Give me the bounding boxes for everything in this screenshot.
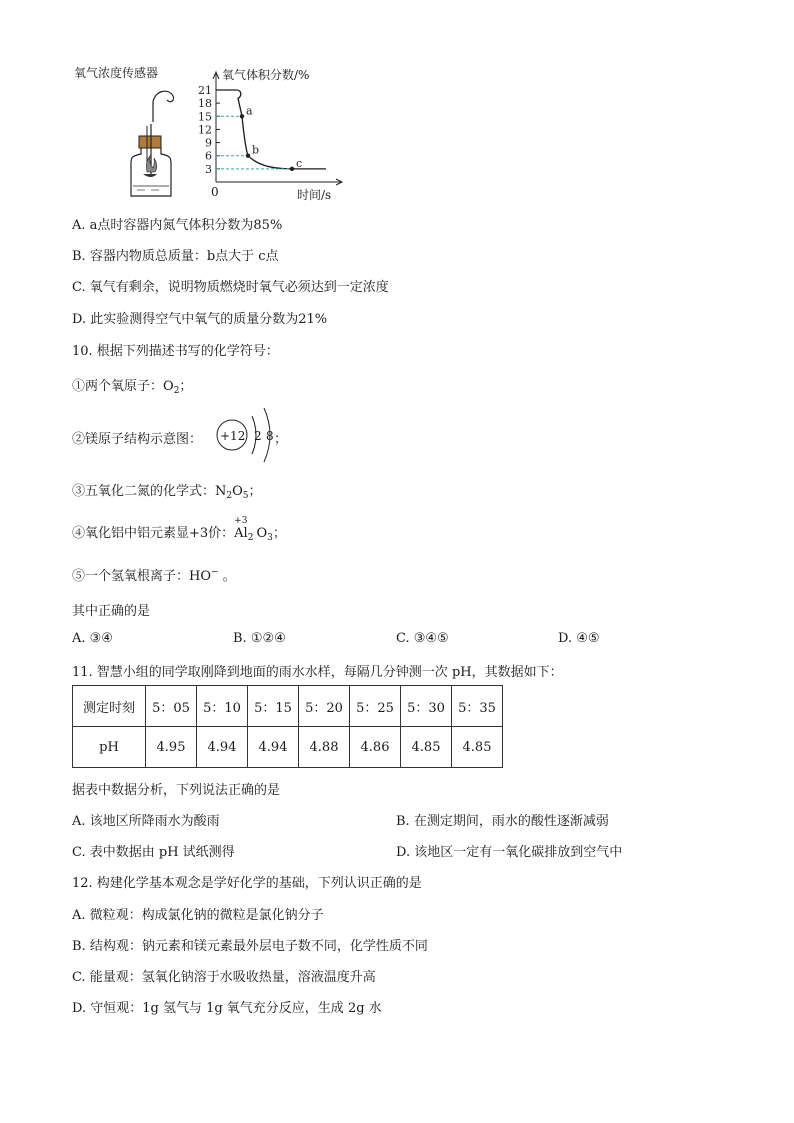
mg-shell-1: 2 — [254, 429, 262, 443]
formula-sub: 2 — [173, 386, 180, 396]
valence-mark: +3 — [234, 516, 248, 526]
chart-xlabel: 时间/s — [297, 188, 332, 202]
y-tick-label: 9 — [205, 136, 212, 150]
q11-option-c: C. 表中数据由 pH 试纸测得 — [72, 845, 235, 860]
point-label-a: a — [246, 104, 253, 118]
q11-option-b: B. 在测定期间，雨水的酸性逐渐减弱 — [396, 814, 609, 829]
q9-option-b: B. 容器内物质总质量：b点大于 c点 — [72, 249, 279, 264]
table-cell: 4.85 — [452, 727, 503, 768]
q10-item-5 — [72, 565, 236, 584]
table-cell: 4.94 — [248, 727, 299, 768]
ph-table — [72, 685, 503, 768]
chart-ylabel: 氧气体积分数/% — [222, 68, 310, 82]
q12-option-c: C. 能量观：氢氧化钠溶于水吸收热量，溶液温度升高 — [72, 970, 376, 985]
table-row — [73, 727, 503, 768]
formula-sub: 5 — [242, 491, 249, 501]
q10-item-4-label: ④氧化铝中铝元素显+3价： — [72, 526, 235, 541]
q12-option-a: A. 微粒观：构成氯化钠的微粒是氯化钠分子 — [72, 908, 324, 923]
q10-item-1-end: ； — [179, 379, 193, 394]
apparatus-figure — [125, 82, 185, 202]
chart-origin: 0 — [211, 185, 219, 199]
point-b — [246, 154, 250, 158]
q10-item-3-formula — [215, 484, 249, 499]
table-cell: 4.86 — [350, 727, 401, 768]
formula-sub: 3 — [267, 533, 273, 543]
q10-item-1-label: ①两个氧原子： — [72, 379, 164, 394]
formula-ho: HO — [189, 569, 212, 584]
q11-option-a: A. 该地区所降雨水为酸雨 — [72, 814, 220, 829]
q10-item-2-label: ②镁原子结构示意图： — [72, 432, 203, 447]
charge-mark: − — [211, 567, 219, 578]
y-tick-label: 3 — [205, 162, 212, 176]
q11-prompt: 据表中数据分析，下列说法正确的是 — [72, 783, 281, 798]
formula-al: Al — [234, 526, 248, 541]
table-cell: 4.88 — [299, 727, 350, 768]
q11-option-d: D. 该地区一定有一氧化碳排放到空气中 — [396, 845, 623, 860]
q10-option-c: C. ③④⑤ — [396, 631, 449, 646]
y-tick-label: 12 — [198, 123, 212, 137]
q10-item-4 — [72, 516, 286, 543]
formula-o: O — [232, 484, 243, 499]
q10-item-3-label: ③五氧化二氮的化学式： — [72, 484, 216, 499]
mg-nucleus: +12 — [220, 429, 246, 443]
table-cell: 5：05 — [146, 686, 197, 727]
q12-stem: 12. 构建化学基本观念是学好化学的基础，下列认识正确的是 — [72, 876, 422, 891]
y-tick-label: 21 — [198, 84, 212, 97]
sensor-label: 氧气浓度传感器 — [74, 66, 159, 80]
table-cell: 5：25 — [350, 686, 401, 727]
table-cell: 5：35 — [452, 686, 503, 727]
q10-option-d: D. ④⑤ — [558, 631, 600, 646]
mg-shell-2: 8 — [266, 429, 274, 443]
formula-sub: 2 — [247, 533, 254, 543]
formula-n: N — [215, 484, 227, 499]
q10-option-a: A. ③④ — [72, 631, 113, 646]
q10-item-1-formula — [163, 379, 179, 394]
table-cell: 4.85 — [401, 727, 452, 768]
q10-stem: 10. 根据下列描述书写的化学符号： — [72, 344, 279, 359]
point-a — [240, 114, 244, 118]
oxygen-chart — [190, 70, 350, 190]
q10-item-1 — [72, 375, 192, 396]
point-c — [290, 167, 294, 171]
formula-o: O — [163, 379, 174, 394]
y-tick-label: 15 — [198, 110, 212, 124]
q9-option-c: C. 氧气有剩余，说明物质燃烧时氧气必须达到一定浓度 — [72, 280, 389, 295]
table-cell: 5：30 — [401, 686, 452, 727]
q10-item-2-end: ； — [274, 432, 288, 447]
q10-item-5-label: ⑤一个氢氧根离子： — [72, 569, 190, 584]
q10-item-3 — [72, 480, 262, 501]
q10-item-4-formula — [234, 516, 273, 543]
y-tick-label: 18 — [198, 97, 212, 111]
point-label-b: b — [252, 143, 260, 157]
q10-item-5-end: 。 — [222, 569, 236, 584]
table-cell: 5：15 — [248, 686, 299, 727]
oxygen-curve — [216, 90, 326, 169]
q9-option-a: A. a点时容器内氮气体积分数为85% — [72, 218, 283, 233]
formula-sub: 2 — [226, 491, 233, 501]
table-header-ph: pH — [73, 727, 146, 768]
q11-stem: 11. 智慧小组的同学取刚降到地面的雨水水样，每隔几分钟测一次 pH，其数据如下： — [72, 665, 563, 680]
q12-option-d: D. 守恒观：1g 氢气与 1g 氧气充分反应，生成 2g 水 — [72, 1001, 382, 1016]
y-tick-label: 6 — [205, 149, 212, 163]
table-cell: 5：10 — [197, 686, 248, 727]
formula-o: O — [256, 526, 268, 541]
table-cell: 4.94 — [197, 727, 248, 768]
point-label-c: c — [296, 156, 303, 170]
q10-item-4-end: ； — [272, 526, 286, 541]
q10-prompt: 其中正确的是 — [72, 604, 151, 619]
q9-option-d: D. 此实验测得空气中氧气的质量分数为21% — [72, 312, 328, 327]
table-cell: 4.95 — [146, 727, 197, 768]
q10-item-3-end: ； — [248, 484, 262, 499]
table-cell: 5：20 — [299, 686, 350, 727]
q12-option-b: B. 结构观：钠元素和镁元素最外层电子数不同，化学性质不同 — [72, 939, 428, 954]
table-header-time: 测定时刻 — [73, 686, 146, 727]
q10-option-b: B. ①②④ — [233, 631, 286, 646]
table-row — [73, 686, 503, 727]
